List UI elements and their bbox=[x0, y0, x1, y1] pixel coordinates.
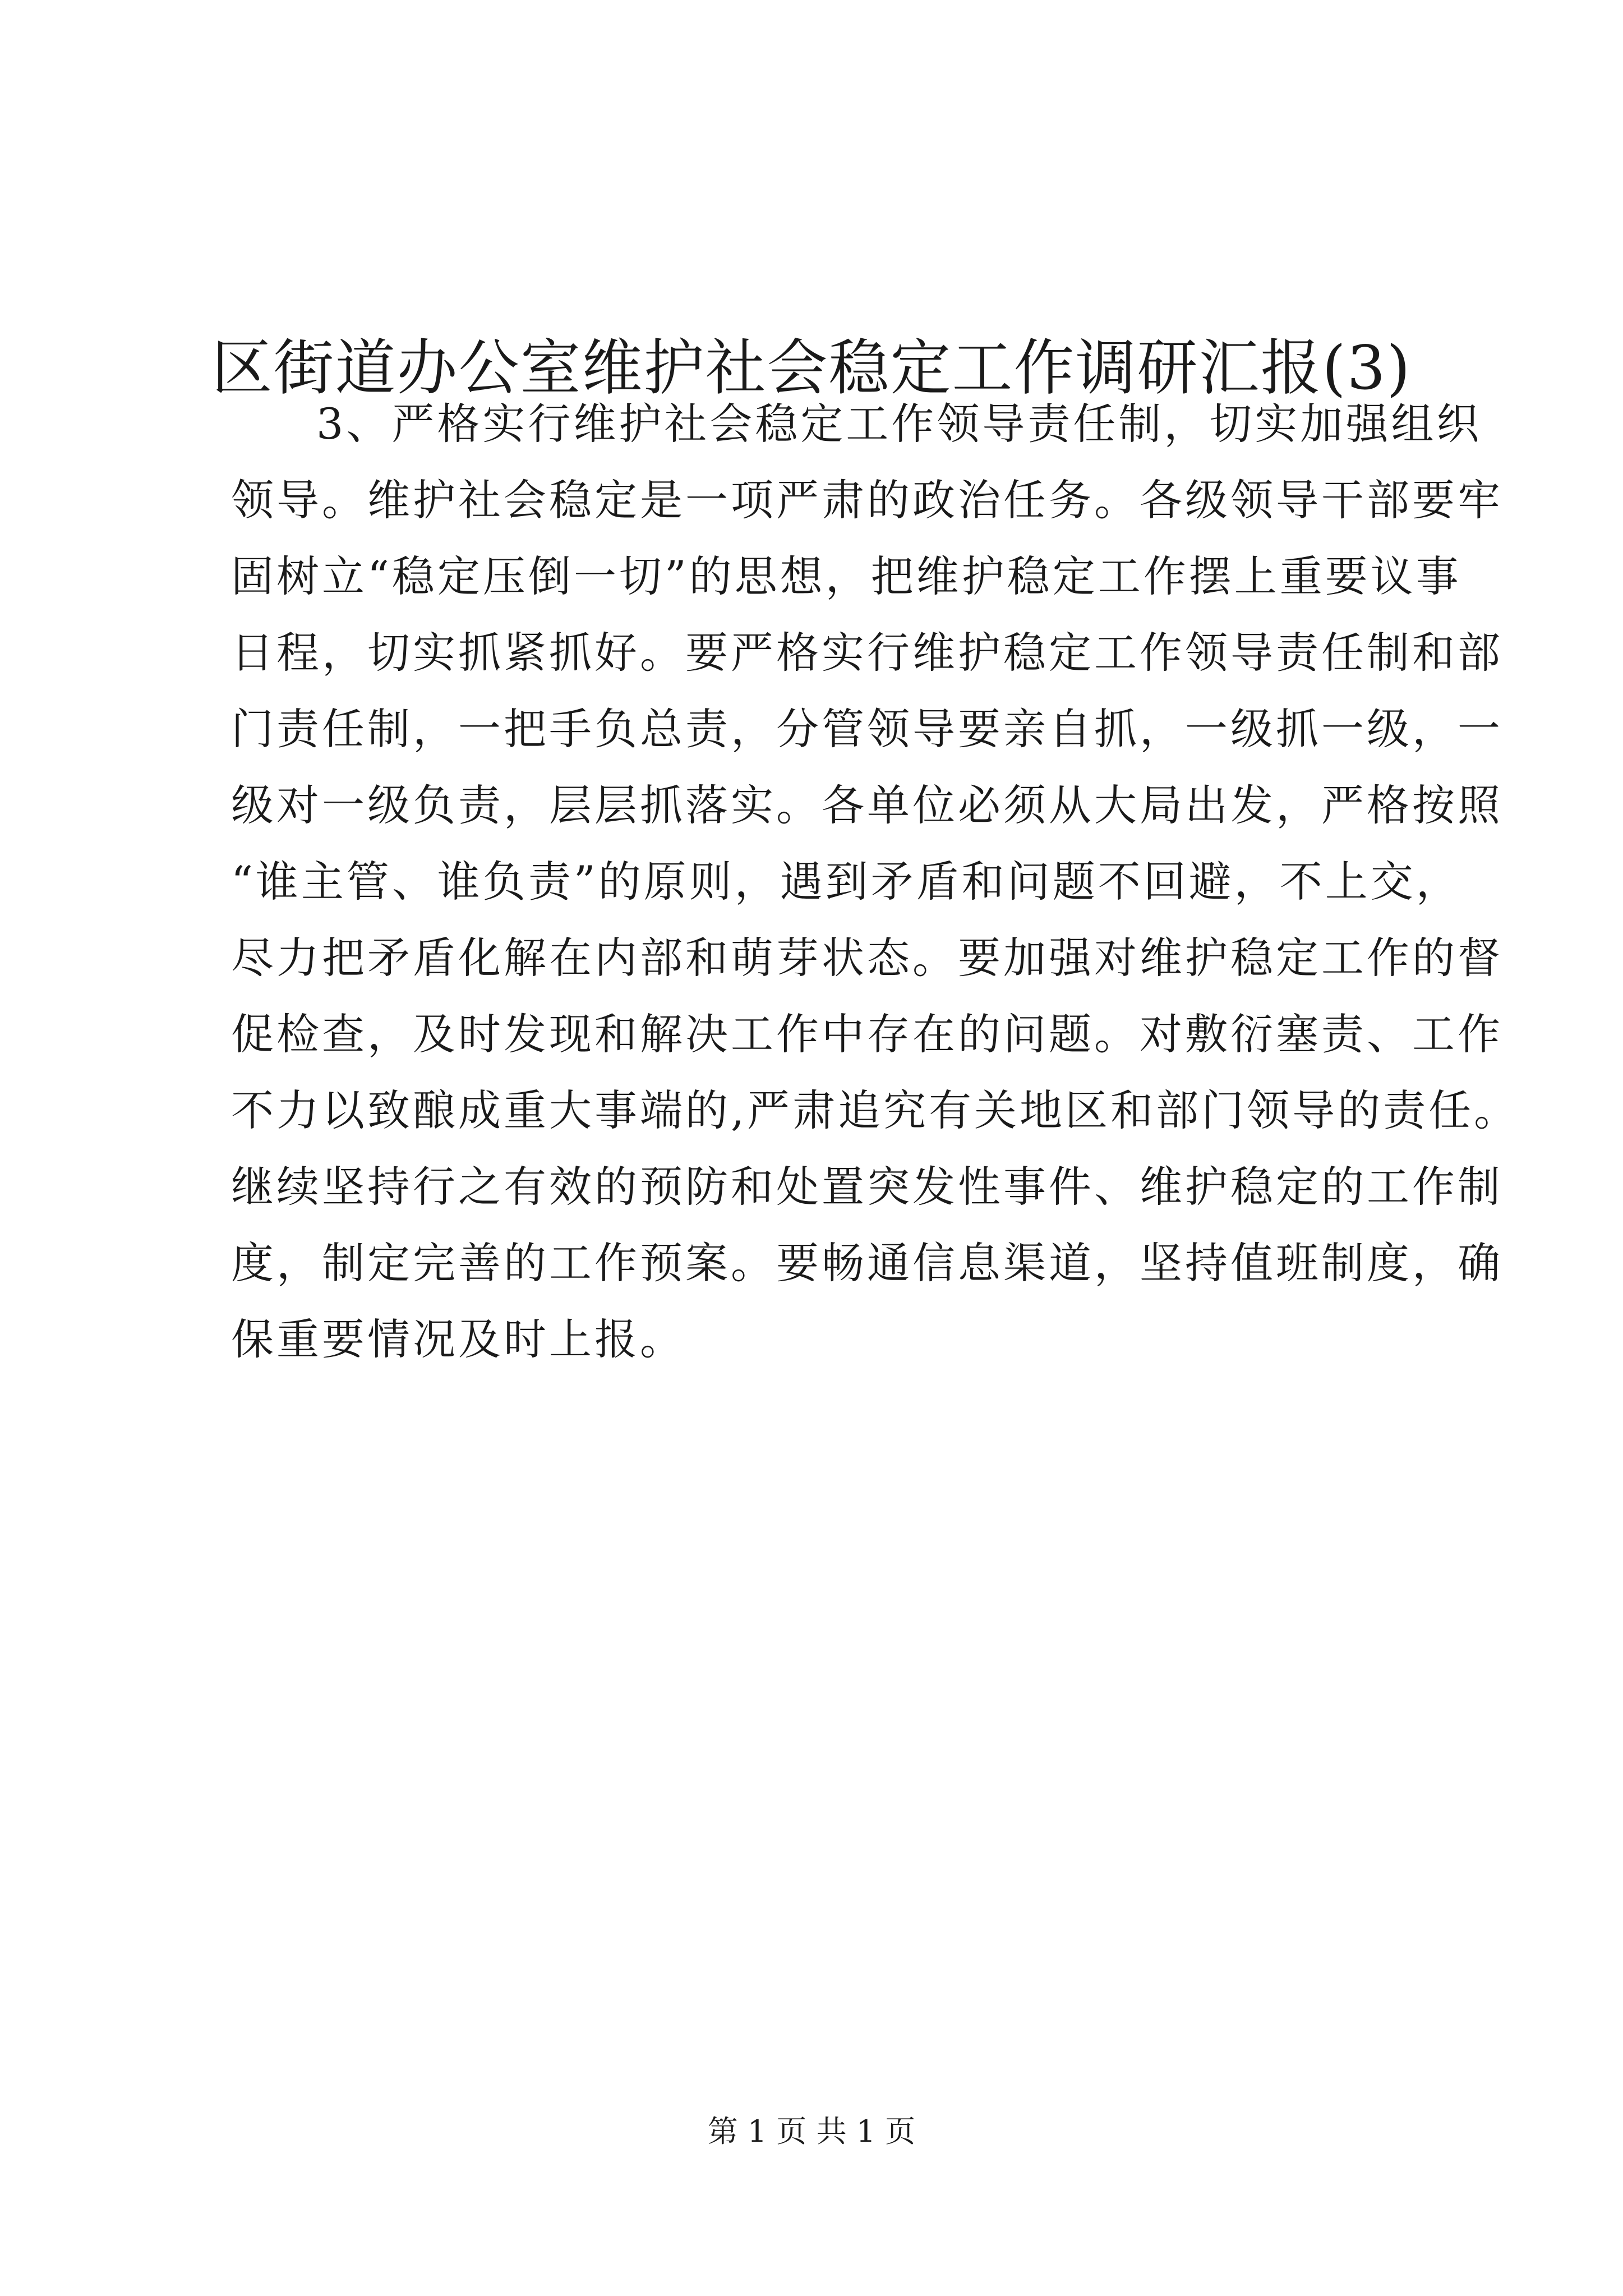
body-line: 固树立“稳定压倒一切”的思想，把维护稳定工作摆上重要议事 bbox=[231, 551, 1461, 601]
body-line: 继续坚持行之有效的预防和处置突发性事件、维护稳定的工作制 bbox=[231, 1162, 1503, 1212]
body-line: 促检查，及时发现和解决工作中存在的问题。对敷衍塞责、工作 bbox=[231, 1009, 1503, 1059]
body-line: 3、严格实行维护社会稳定工作领导责任制，切实加强组织 bbox=[316, 399, 1482, 449]
body-line: 度，制定完善的工作预案。要畅通信息渠道，坚持值班制度，确 bbox=[231, 1238, 1503, 1288]
body-line: 尽力把矛盾化解在内部和萌芽状态。要加强对维护稳定工作的督 bbox=[231, 933, 1503, 983]
body-line: 领导。维护社会稳定是一项严肃的政治任务。各级领导干部要牢 bbox=[231, 475, 1503, 525]
body-line: 不力以致酿成重大事端的,严肃追究有关地区和部门领导的责任。 bbox=[231, 1085, 1520, 1135]
page-footer: 第 1 页 共 1 页 bbox=[707, 2114, 916, 2149]
body-line: “谁主管、谁负责”的原则，遇到矛盾和问题不回避，不上交， bbox=[231, 857, 1461, 907]
body-line: 级对一级负责，层层抓落实。各单位必须从大局出发，严格按照 bbox=[231, 780, 1503, 830]
body-line: 日程，切实抓紧抓好。要严格实行维护稳定工作领导责任制和部 bbox=[231, 628, 1503, 678]
body-line: 门责任制，一把手负总责，分管领导要亲自抓，一级抓一级，一 bbox=[231, 704, 1503, 754]
body-paragraph bbox=[231, 386, 1520, 1378]
body-line: 保重要情况及时上报。 bbox=[231, 1314, 685, 1364]
document-title: 区街道办公室维护社会稳定工作调研汇报(3) bbox=[211, 333, 1412, 404]
